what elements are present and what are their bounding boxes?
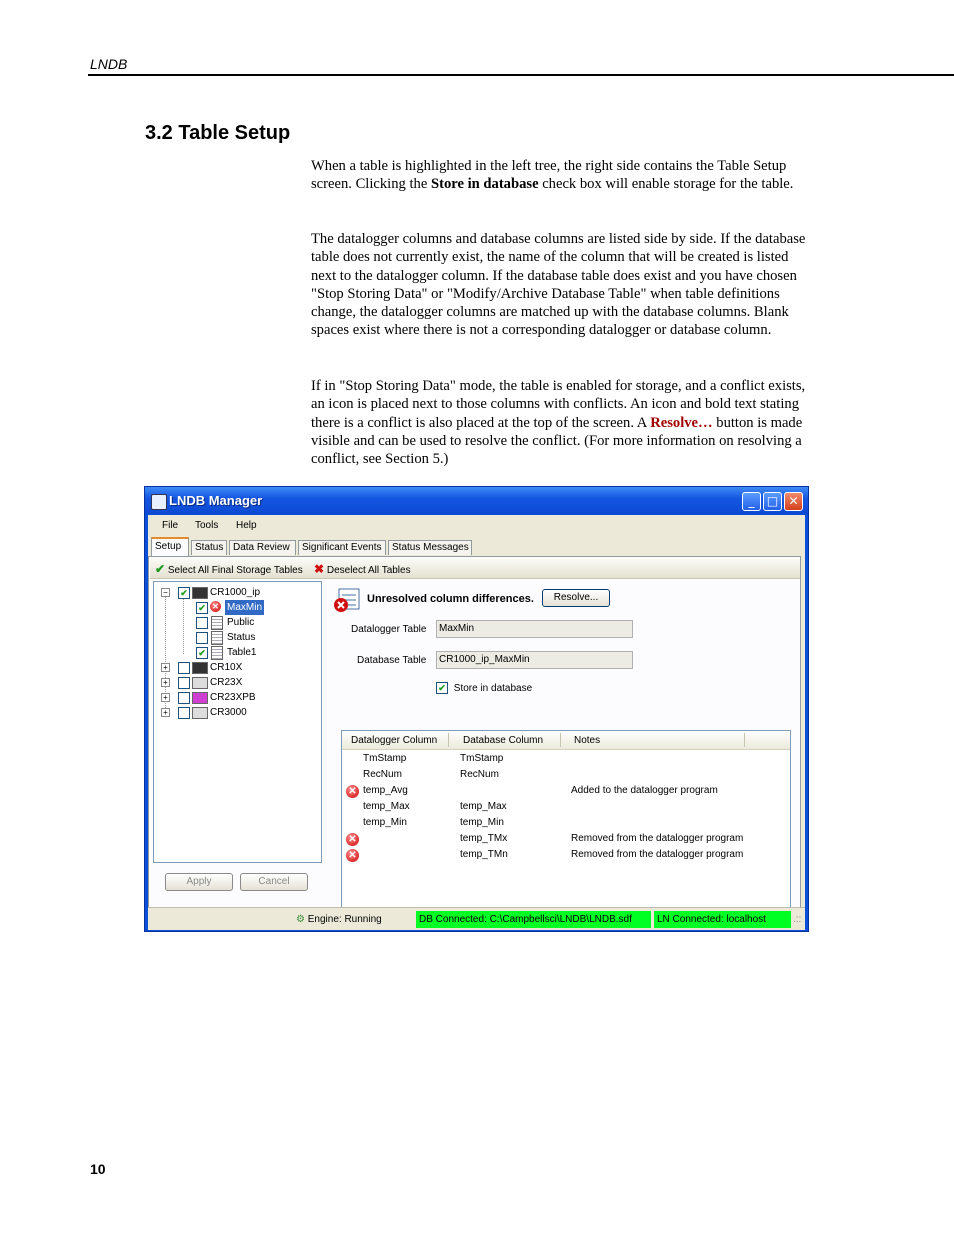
conflict-icon: ✕ [346,833,359,846]
checkbox-unchecked[interactable] [178,707,190,719]
conflict-message: Unresolved column differences. [367,593,534,605]
red-x-icon: ✖ [314,562,325,576]
tree-node-maxmin[interactable] [154,600,319,615]
header-database-column[interactable]: Database Column [463,735,544,746]
conflict-icon: ✕ [346,849,359,862]
checkbox-checked[interactable]: ✔ [196,647,208,659]
header-datalogger-column[interactable]: Datalogger Column [351,735,438,746]
table-icon [211,646,223,660]
database-cell: temp_Max [460,801,507,812]
table-row[interactable] [342,799,790,815]
tree-label: Public [227,617,255,628]
header-separator [560,733,561,747]
warning-icon [333,587,361,613]
tree-node-cr10x[interactable] [154,660,319,675]
header-separator [448,733,449,747]
tab-significant-events[interactable]: Significant Events [298,540,386,555]
close-button[interactable]: ✕ [784,492,803,511]
store-in-database-label: Store in database [453,682,533,694]
tree-label: CR23XPB [210,692,256,703]
tree-label: Table1 [227,647,257,658]
apply-button[interactable]: Apply [165,873,233,891]
table-row[interactable] [342,831,790,847]
green-check-icon: ✔ [155,562,166,576]
database-cell: temp_TMx [460,833,508,844]
expand-icon[interactable]: + [161,708,170,717]
tab-strip [148,537,805,557]
datalogger-table-field[interactable]: MaxMin [436,620,633,638]
tree-node-table1[interactable] [154,645,319,660]
notes-cell: Added to the datalogger program [571,785,718,796]
tree-label: CR3000 [210,707,247,718]
table-row[interactable] [342,847,790,863]
tab-data-review[interactable]: Data Review [229,540,296,555]
title-bar[interactable] [145,487,808,515]
select-all-label: Select All Final Storage Tables [167,565,303,576]
database-cell: TmStamp [460,753,504,764]
checkbox-checked[interactable]: ✔ [196,602,208,614]
datalogger-icon [192,587,208,599]
store-in-database-checkbox[interactable]: ✔ [436,682,448,694]
checkbox-unchecked[interactable] [178,662,190,674]
header-rule [88,74,954,76]
paragraph-3 [311,377,811,468]
menu-file[interactable]: File [162,520,179,531]
database-cell: RecNum [460,769,499,780]
table-row[interactable] [342,783,790,799]
running-header: LNDB [90,56,128,72]
status-bar [148,907,805,930]
datalogger-icon [192,677,208,689]
select-all-button[interactable] [155,562,303,576]
database-cell: temp_Min [460,817,504,828]
db-connection-status: DB Connected: C:\Campbellsci\LNDB\LNDB.sdf [416,911,651,928]
datalogger-cell: temp_Min [363,817,407,828]
tab-status[interactable]: Status [191,540,227,555]
datalogger-cell: RecNum [363,769,402,780]
datalogger-cell: TmStamp [363,753,407,764]
deselect-all-button[interactable] [314,562,411,576]
conflict-icon: ✕ [210,601,221,612]
paragraph-3-resolve: Resolve… [650,414,713,431]
conflict-icon: ✕ [346,785,359,798]
paragraph-1-text-end: check box will enable storage for the table. [538,176,794,193]
window-client [148,515,805,929]
tree-label: CR23X [210,677,243,688]
tree-label-selected: MaxMin [227,602,263,613]
table-row[interactable] [342,815,790,831]
table-row[interactable] [342,767,790,783]
column-grid[interactable] [341,730,791,923]
tree-node-cr23x[interactable] [154,675,319,690]
paragraph-3-text: If in "Stop Storing Data" mode, the table is enabled for storage, and a conflict exists, an icon is placed next to those columns with conflicts. An icon and bold text stating there is a conflict is also placed at the top of the screen. A [311,378,806,431]
database-table-label: Database Table [357,655,427,666]
paragraph-1-bold: Store in database [430,176,539,193]
tab-status-messages[interactable]: Status Messages [388,540,472,555]
notes-cell: Removed from the datalogger program [571,849,744,860]
toolbar [150,558,800,579]
checkbox-unchecked[interactable] [178,677,190,689]
paragraph-1-text: When a table is highlighted in the left tree, the right side contains the Table Setup screen. Clicking the [311,158,787,193]
tree-label: CR1000_ip [210,587,261,598]
station-tree[interactable] [153,581,322,863]
section-heading: 3.2 Table Setup [145,122,291,144]
tree-label: Status [227,632,256,643]
datalogger-icon [192,662,208,674]
datalogger-table-label: Datalogger Table [351,624,427,635]
resize-grip[interactable]: .:: [793,914,802,925]
maximize-button[interactable]: □ [763,492,782,511]
database-cell: temp_TMn [460,849,508,860]
tree-node-cr1000[interactable] [154,585,319,600]
menu-bar [148,515,805,537]
window-title: LNDB Manager [169,493,263,508]
checkbox-checked[interactable]: ✔ [178,587,190,599]
paragraph-2: The datalogger columns and database columns are listed side by side. If the database table does not currently exist, the name of the column that will be created is listed next to the datalogger column. If the database table does exist and you have chosen "Stop Storing Data" or "Modify/Archive Database Table" when table definitions change, the datalogger columns are matched up with the database columns. Blank spaces exist where there is not a corresponding datalogger or database column. [311,231,806,339]
setup-panel [148,556,801,927]
engine-icon: ⚙ [296,914,305,925]
tree-node-cr3000[interactable] [154,705,319,720]
page-number: 10 [90,1161,106,1177]
lndb-manager-window [144,486,809,932]
resolve-button[interactable]: Resolve... [542,589,610,607]
datalogger-icon [192,692,208,704]
header-separator [744,733,745,747]
collapse-icon[interactable]: − [161,588,170,597]
ln-connection-status: LN Connected: localhost [654,911,791,928]
cancel-button[interactable]: Cancel [240,873,308,891]
tree-node-status[interactable] [154,630,319,645]
checkbox-unchecked[interactable] [196,617,208,629]
paragraph-3-text-end: button is made visible and can be used to resolve the conflict. (For more information on resolving a conflict, see Section 5.) [311,414,803,468]
datalogger-cell: temp_Max [363,801,410,812]
table-icon [211,631,223,645]
engine-status-text: Engine: Running [307,914,382,925]
checkbox-unchecked[interactable] [178,692,190,704]
tree-node-public[interactable] [154,615,319,630]
expand-icon[interactable]: + [161,678,170,687]
header-notes[interactable]: Notes [574,735,601,746]
expand-icon[interactable]: + [161,693,170,702]
minimize-button[interactable]: _ [742,492,761,511]
tree-label: CR10X [210,662,243,673]
checkbox-unchecked[interactable] [196,632,208,644]
menu-help[interactable]: Help [236,520,257,531]
table-row[interactable] [342,751,790,767]
notes-cell: Removed from the datalogger program [571,833,744,844]
expand-icon[interactable]: + [161,663,170,672]
deselect-all-label: Deselect All Tables [326,565,411,576]
table-icon [211,616,223,630]
app-icon [151,494,167,510]
database-table-field[interactable]: CR1000_ip_MaxMin [436,651,633,669]
datalogger-icon [192,707,208,719]
grid-header [342,731,790,750]
tree-node-cr23xpb[interactable] [154,690,319,705]
engine-status [296,911,382,928]
menu-tools[interactable]: Tools [195,520,219,531]
store-in-database-option[interactable] [436,682,532,694]
tab-setup[interactable]: Setup [151,537,189,556]
paragraph-1 [311,157,811,194]
datalogger-cell: temp_Avg [363,785,408,796]
